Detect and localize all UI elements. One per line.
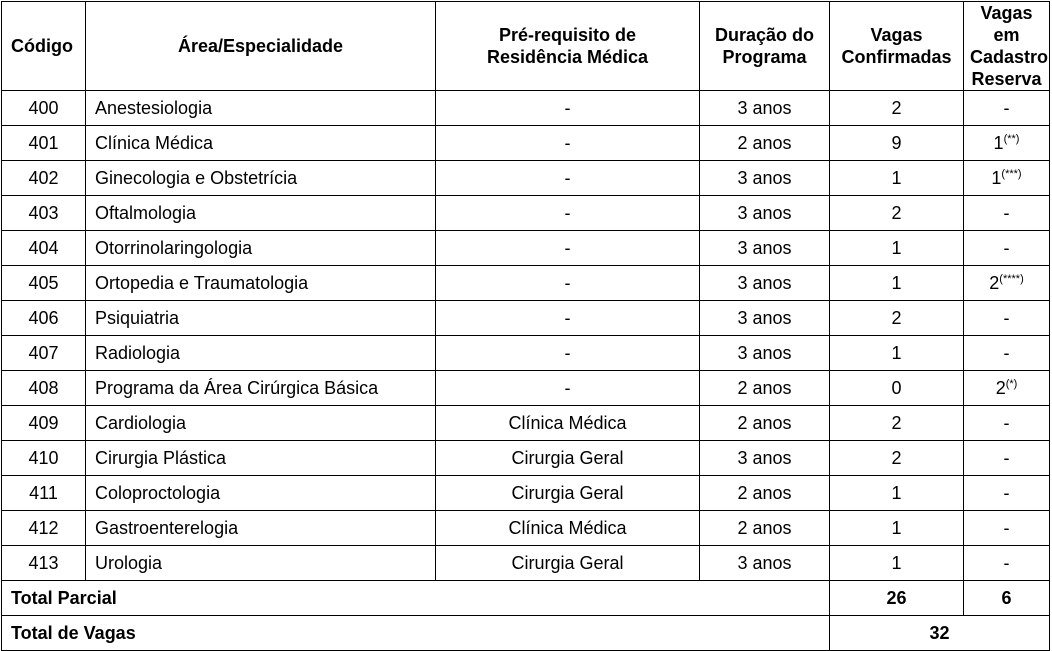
cell-codigo: 407 — [2, 336, 86, 371]
cell-duracao: 3 anos — [700, 336, 830, 371]
table-row — [2, 406, 1050, 441]
cell-vagas: 0 — [830, 371, 964, 406]
cell-vagas: 2 — [830, 301, 964, 336]
cell-codigo: 410 — [2, 441, 86, 476]
header-vagas: Vagas Confirmadas — [830, 2, 964, 91]
cell-vagas: 1 — [830, 161, 964, 196]
total-vagas-row — [2, 616, 1050, 651]
total-vagas-value: 32 — [830, 616, 1050, 651]
table-row — [2, 196, 1050, 231]
cell-reserva: - — [964, 476, 1050, 511]
cell-reserva: - — [964, 196, 1050, 231]
cell-prereq: - — [436, 336, 700, 371]
cell-reserva: 2(*) — [964, 371, 1050, 406]
cell-area: Ortopedia e Traumatologia — [86, 266, 436, 301]
cell-duracao: 2 anos — [700, 371, 830, 406]
cell-reserva: 1(**) — [964, 126, 1050, 161]
cell-codigo: 411 — [2, 476, 86, 511]
table-row — [2, 476, 1050, 511]
cell-reserva: - — [964, 301, 1050, 336]
cell-area: Oftalmologia — [86, 196, 436, 231]
cell-duracao: 3 anos — [700, 161, 830, 196]
cell-duracao: 3 anos — [700, 301, 830, 336]
total-parcial-reserva: 6 — [964, 581, 1050, 616]
cell-prereq: Clínica Médica — [436, 406, 700, 441]
cell-area: Psiquiatria — [86, 301, 436, 336]
cell-duracao: 2 anos — [700, 126, 830, 161]
cell-codigo: 402 — [2, 161, 86, 196]
cell-reserva: 2(****) — [964, 266, 1050, 301]
cell-prereq: - — [436, 266, 700, 301]
cell-reserva: - — [964, 441, 1050, 476]
cell-duracao: 2 anos — [700, 511, 830, 546]
cell-codigo: 401 — [2, 126, 86, 161]
cell-prereq: Cirurgia Geral — [436, 476, 700, 511]
cell-vagas: 2 — [830, 441, 964, 476]
header-area: Área/Especialidade — [86, 2, 436, 91]
cell-prereq: Cirurgia Geral — [436, 546, 700, 581]
cell-vagas: 1 — [830, 476, 964, 511]
cell-codigo: 412 — [2, 511, 86, 546]
cell-duracao: 2 anos — [700, 406, 830, 441]
table-row — [2, 511, 1050, 546]
cell-duracao: 3 anos — [700, 196, 830, 231]
total-parcial-row — [2, 581, 1050, 616]
total-parcial-label: Total Parcial — [2, 581, 830, 616]
footnote-marker: (***) — [1001, 167, 1022, 180]
cell-area: Clínica Médica — [86, 126, 436, 161]
table-row — [2, 371, 1050, 406]
cell-reserva: - — [964, 406, 1050, 441]
header-duracao: Duração do Programa — [700, 2, 830, 91]
cell-codigo: 400 — [2, 91, 86, 126]
cell-area: Programa da Área Cirúrgica Básica — [86, 371, 436, 406]
vagas-table — [1, 1, 1050, 651]
cell-codigo: 404 — [2, 231, 86, 266]
cell-area: Gastroenterelogia — [86, 511, 436, 546]
cell-area: Urologia — [86, 546, 436, 581]
cell-codigo: 409 — [2, 406, 86, 441]
cell-area: Ginecologia e Obstetrícia — [86, 161, 436, 196]
cell-duracao: 2 anos — [700, 476, 830, 511]
cell-area: Coloproctologia — [86, 476, 436, 511]
table-row — [2, 546, 1050, 581]
cell-reserva: - — [964, 231, 1050, 266]
cell-duracao: 3 anos — [700, 441, 830, 476]
cell-prereq: - — [436, 301, 700, 336]
cell-duracao: 3 anos — [700, 266, 830, 301]
cell-vagas: 2 — [830, 91, 964, 126]
cell-reserva: - — [964, 546, 1050, 581]
cell-codigo: 413 — [2, 546, 86, 581]
cell-vagas: 1 — [830, 231, 964, 266]
table-header-row — [2, 2, 1050, 91]
table-row — [2, 336, 1050, 371]
table-body — [2, 91, 1050, 651]
cell-prereq: - — [436, 231, 700, 266]
footnote-marker: (**) — [1003, 132, 1020, 145]
cell-reserva: - — [964, 336, 1050, 371]
footnote-marker: (*) — [1005, 377, 1018, 390]
cell-reserva: - — [964, 91, 1050, 126]
table-row — [2, 301, 1050, 336]
cell-vagas: 1 — [830, 546, 964, 581]
cell-vagas: 1 — [830, 266, 964, 301]
table-row — [2, 161, 1050, 196]
table-row — [2, 91, 1050, 126]
cell-vagas: 1 — [830, 511, 964, 546]
cell-reserva: - — [964, 511, 1050, 546]
cell-area: Otorrinolaringologia — [86, 231, 436, 266]
table-row — [2, 441, 1050, 476]
cell-reserva: 1(***) — [964, 161, 1050, 196]
total-vagas-label: Total de Vagas — [2, 616, 830, 651]
cell-prereq: - — [436, 126, 700, 161]
cell-codigo: 406 — [2, 301, 86, 336]
cell-prereq: Clínica Médica — [436, 511, 700, 546]
cell-codigo: 405 — [2, 266, 86, 301]
table-row — [2, 266, 1050, 301]
table-row — [2, 231, 1050, 266]
header-codigo: Código — [2, 2, 86, 91]
header-reserva: Vagas em Cadastro Reserva — [964, 2, 1050, 91]
cell-duracao: 3 anos — [700, 231, 830, 266]
cell-area: Radiologia — [86, 336, 436, 371]
cell-prereq: - — [436, 161, 700, 196]
cell-prereq: - — [436, 371, 700, 406]
cell-vagas: 2 — [830, 406, 964, 441]
cell-prereq: - — [436, 196, 700, 231]
header-prereq: Pré-requisito de Residência Médica — [436, 2, 700, 91]
total-parcial-vagas: 26 — [830, 581, 964, 616]
cell-prereq: Cirurgia Geral — [436, 441, 700, 476]
cell-area: Anestesiologia — [86, 91, 436, 126]
cell-vagas: 9 — [830, 126, 964, 161]
table-row — [2, 126, 1050, 161]
footnote-marker: (****) — [999, 272, 1024, 285]
cell-codigo: 403 — [2, 196, 86, 231]
cell-area: Cirurgia Plástica — [86, 441, 436, 476]
cell-area: Cardiologia — [86, 406, 436, 441]
cell-codigo: 408 — [2, 371, 86, 406]
cell-vagas: 2 — [830, 196, 964, 231]
cell-prereq: - — [436, 91, 700, 126]
cell-vagas: 1 — [830, 336, 964, 371]
cell-duracao: 3 anos — [700, 91, 830, 126]
cell-duracao: 3 anos — [700, 546, 830, 581]
